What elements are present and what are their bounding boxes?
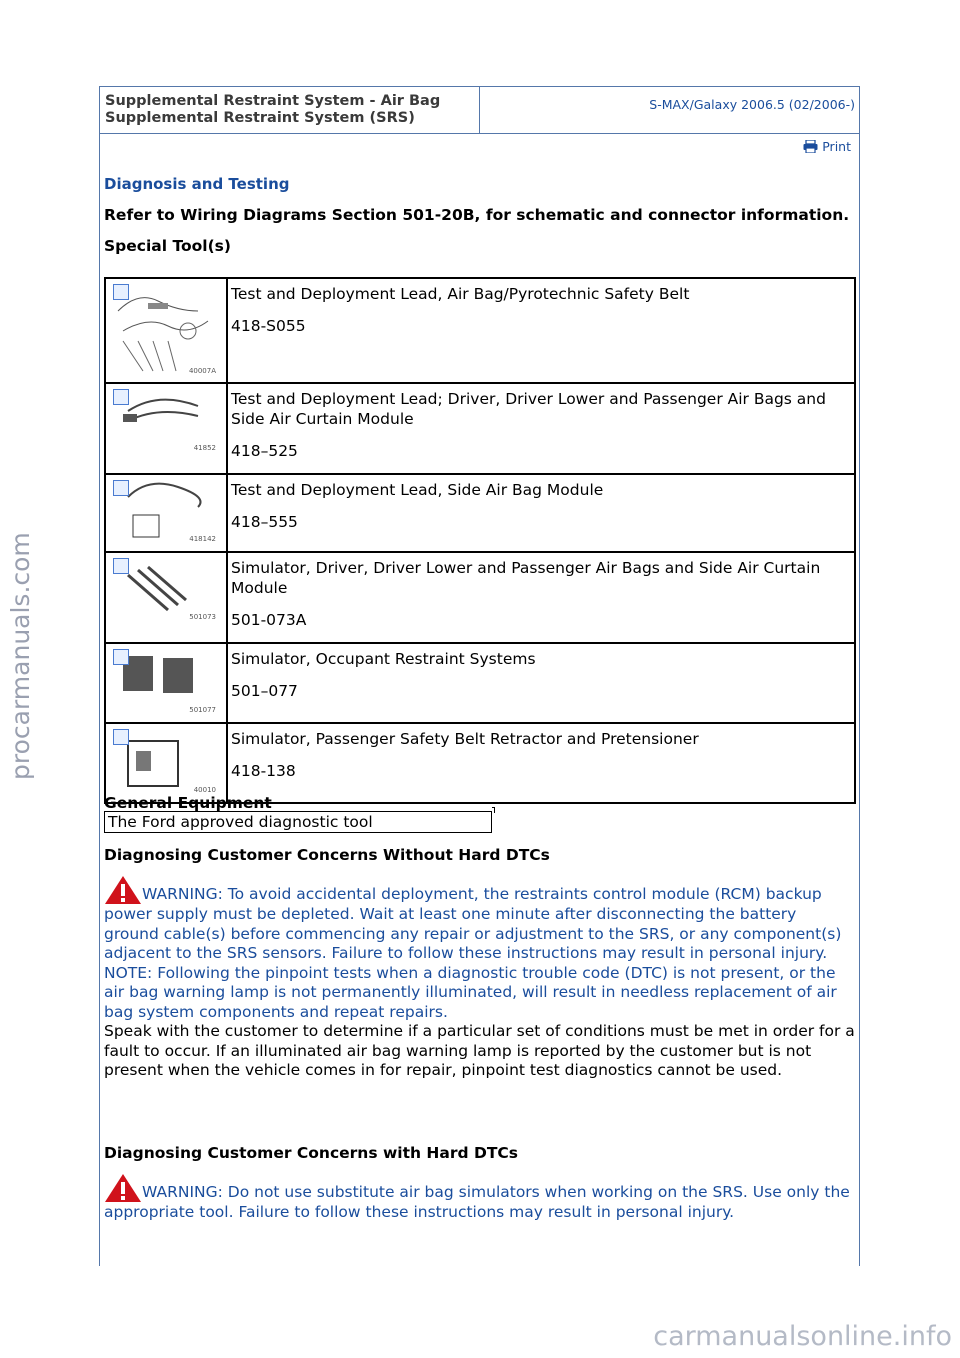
table-row: [105, 383, 855, 474]
general-equipment-item: The Ford approved diagnostic tool: [104, 811, 492, 833]
note-1: NOTE: Following the pinpoint tests when a diagnostic trouble code (DTC) is not present, or the air bag warning lamp is not permanently illuminated, will result in needless replacement of air bag system components and repeat repairs.: [104, 963, 837, 1021]
table-row: [105, 474, 855, 552]
tool-number: 418–555: [231, 513, 298, 531]
warning-icon: [104, 875, 142, 905]
warning-2-text: WARNING: Do not use substitute air bag simulators when working on the SRS. Use only the appropriate tool. Failure to follow these instructions may result in personal injury.: [104, 1183, 850, 1221]
tool-image[interactable]: [108, 281, 220, 379]
header-model: S-MAX/Galaxy 2006.5 (02/2006-): [649, 97, 855, 112]
document-header: [100, 87, 859, 134]
bottom-watermark: carmanualsonline.info: [653, 1321, 952, 1352]
tool-image[interactable]: [108, 726, 220, 798]
warning-1: [104, 875, 856, 964]
tool-name: Simulator, Occupant Restraint Systems: [231, 650, 536, 668]
tool-number: 418–525: [231, 442, 298, 460]
zoom-icon[interactable]: [113, 389, 129, 405]
refer-text: Refer to Wiring Diagrams Section 501-20B, for schematic and connector information.: [104, 206, 850, 224]
tool-name: Test and Deployment Lead, Air Bag/Pyrotechnic Safety Belt: [231, 285, 690, 303]
table-row: [105, 643, 855, 723]
print-button[interactable]: [803, 139, 851, 154]
table-row: [105, 723, 855, 803]
header-title: [100, 87, 480, 133]
zoom-icon[interactable]: [113, 558, 129, 574]
warning-2: [104, 1173, 856, 1223]
special-tools-table: [104, 277, 856, 804]
tool-number: 501–077: [231, 682, 298, 700]
zoom-icon[interactable]: [113, 729, 129, 745]
special-tools-title: Special Tool(s): [104, 237, 231, 255]
header-title-line2: Supplemental Restraint System (SRS): [105, 110, 415, 126]
tool-number: 501-073A: [231, 611, 307, 629]
zoom-icon[interactable]: [113, 480, 129, 496]
printer-icon: [803, 140, 818, 153]
intro: [104, 175, 854, 257]
tool-image-label: 40010: [193, 786, 216, 794]
zoom-icon[interactable]: [113, 649, 129, 665]
tool-image[interactable]: [108, 477, 220, 547]
tool-name: Simulator, Driver, Driver Lower and Passenger Air Bags and Side Air Curtain Module: [231, 559, 821, 597]
zoom-icon[interactable]: [113, 284, 129, 300]
body-text-1: Speak with the customer to determine if a particular set of conditions must be met in order for a fault to occur. If an illuminated air bag warning lamp is reported by the customer but is not present when the vehicle comes in for repair, pinpoint test diagnostics cannot be used.: [104, 1022, 855, 1079]
tool-name: Test and Deployment Lead; Driver, Driver Lower and Passenger Air Bags and Side Air Curtain Module: [231, 390, 826, 428]
tool-image[interactable]: [108, 646, 220, 718]
tool-image[interactable]: [108, 555, 220, 625]
tool-image-label: 501077: [189, 706, 216, 714]
print-label: Print: [822, 139, 851, 154]
warning-1-text: WARNING: To avoid accidental deployment, the restraints control module (RCM) backup power supply must be depleted. Wait at least one minute after disconnecting the battery ground cable(s) before commencing any repair or adjustment to the SRS, or any component(s) adjacent to the SRS sensors. Failure to follow these instructions may result in personal injury.: [104, 885, 842, 962]
tool-number: 418-138: [231, 762, 296, 780]
warning-icon: [104, 1173, 142, 1203]
tool-number: 418-S055: [231, 317, 306, 335]
tool-image[interactable]: [108, 386, 220, 456]
document-page: [99, 86, 860, 1266]
tool-image-label: 501073: [189, 613, 216, 621]
tool-image-label: 40007A: [188, 367, 216, 375]
general-equipment-title: General Equipment: [104, 794, 272, 812]
tool-name: Test and Deployment Lead, Side Air Bag Module: [231, 481, 604, 499]
section-title: Diagnosis and Testing: [104, 175, 290, 193]
side-watermark: procarmanuals.com: [6, 532, 35, 780]
heading-with-dtc: Diagnosing Customer Concerns with Hard DTCs: [104, 1144, 519, 1162]
heading-without-dtc: Diagnosing Customer Concerns Without Hard DTCs: [104, 846, 550, 864]
tool-image-label: 41852: [193, 444, 216, 452]
tool-image-label: 418142: [189, 535, 216, 543]
tool-name: Simulator, Passenger Safety Belt Retractor and Pretensioner: [231, 730, 699, 748]
table-row: [105, 278, 855, 383]
table-row: [105, 552, 855, 643]
header-title-line1: Supplemental Restraint System - Air Bag: [105, 93, 441, 109]
